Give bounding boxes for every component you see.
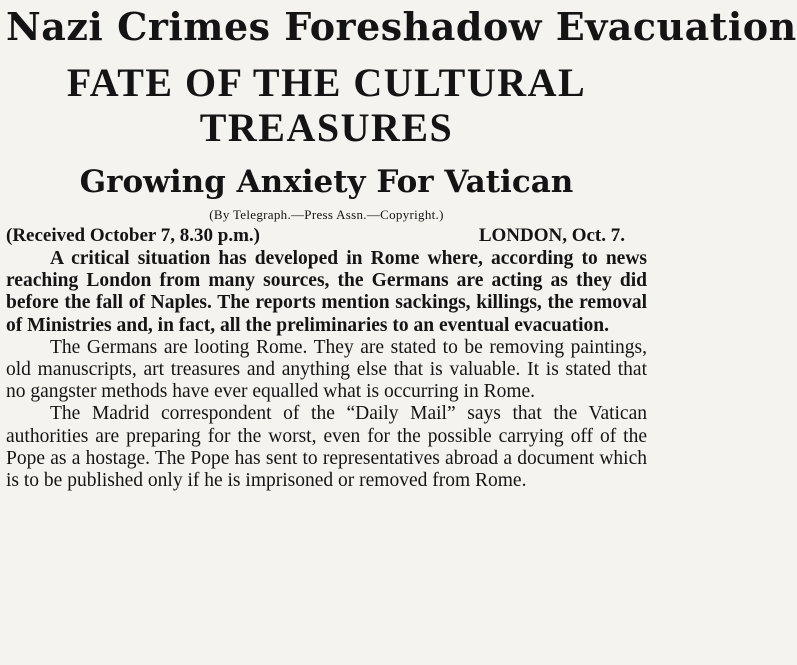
wire-credit: (By Telegraph.—Press Assn.—Copyright.): [209, 207, 444, 222]
article-paragraph: The Madrid correspondent of the “Daily Mail” says that the Vatican authorities are preparing for the worst, even for the possible carrying off of the Pope as a hostage. The Pope has sent to representatives abroad a document which is to be published only if he is imprisoned or removed from Rome.: [6, 403, 647, 492]
received-time: (Received October 7, 8.30 p.m.): [6, 225, 260, 246]
newspaper-clipping: [0, 4, 797, 665]
dateline-location: LONDON, Oct. 7.: [478, 225, 625, 246]
sub-headline: FATE OF THE CULTURAL TREASURES: [66, 60, 587, 150]
dateline-row: [6, 224, 647, 248]
deck-headline: Growing Anxiety For Vatican: [79, 164, 574, 200]
article-paragraph: A critical situation has developed in Rome where, according to news reaching London from many sources, the Germans are acting as they did before the fall of Naples. The reports mention sackings, killings, the removal of Ministries and, in fact, all the preliminaries to an eventual evacuation.: [6, 248, 647, 336]
main-headline: Nazi Crimes Foreshadow Evacuation: [6, 4, 797, 49]
article-paragraph: The Germans are looting Rome. They are stated to be removing paintings, old manuscripts, art treasures and anything else that is valuable. It is stated that no gangster methods have ever equalled what is occurring in Rome.: [6, 336, 647, 403]
